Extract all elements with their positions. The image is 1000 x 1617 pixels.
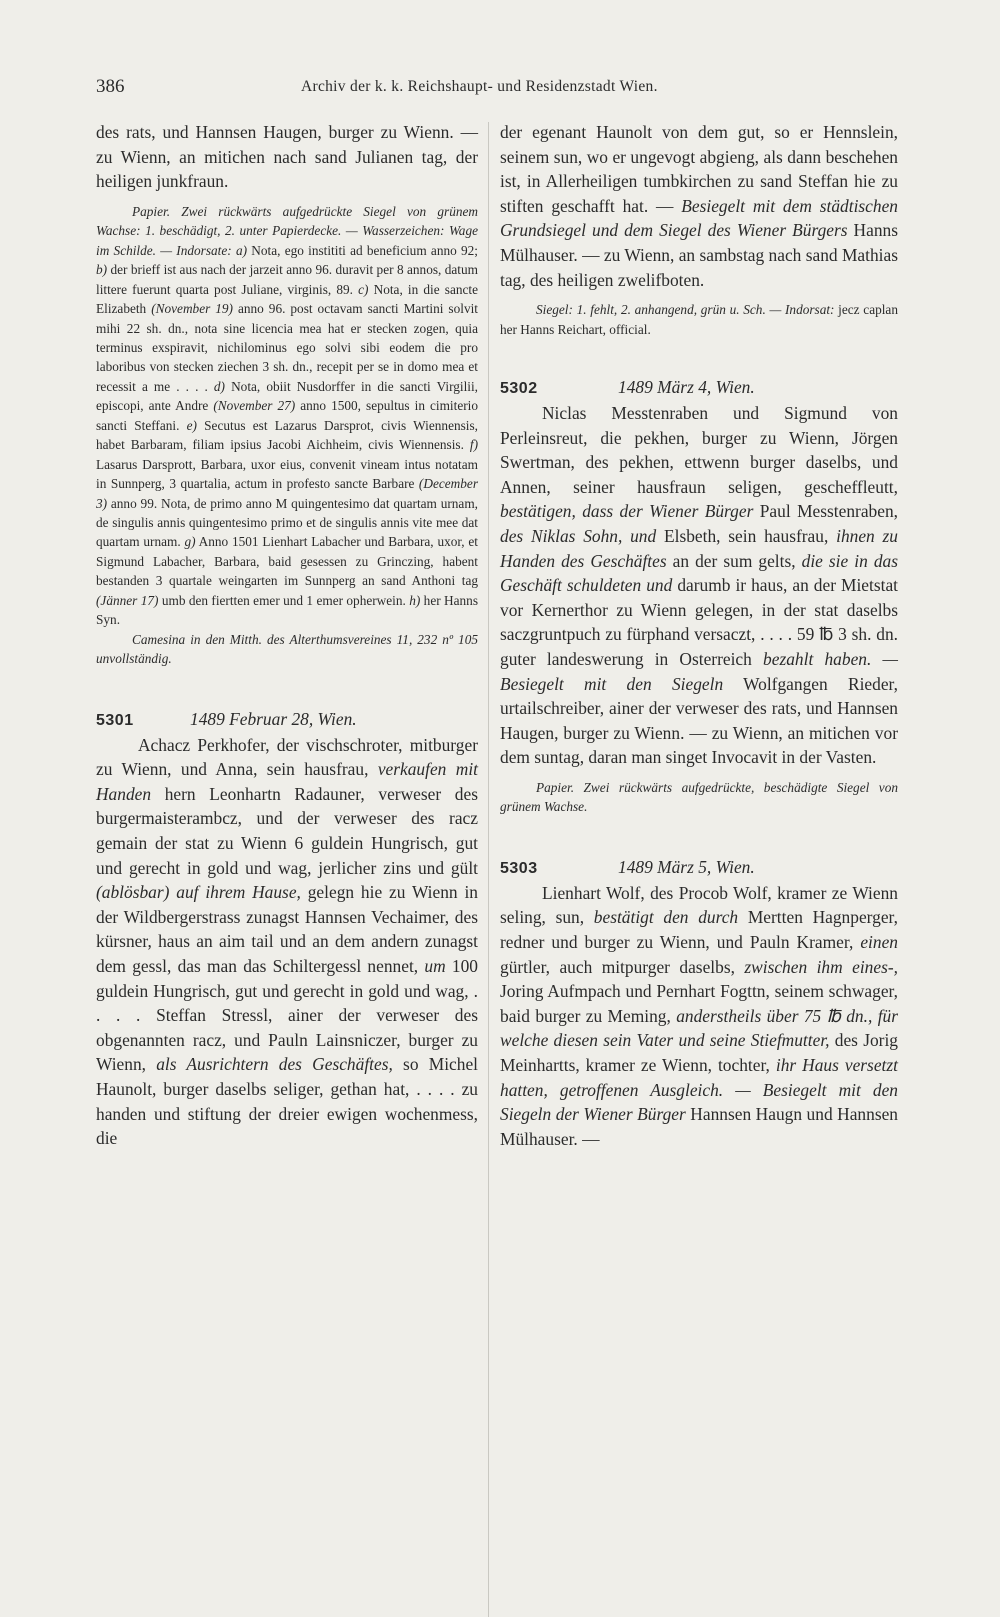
italic-text-segment: bestätigt den durch xyxy=(593,907,739,928)
italic-text-segment: zwischen ihm eines-, xyxy=(744,956,898,977)
italic-text-segment: bestätigen, dass der Wiener Bürger xyxy=(500,501,754,522)
page-number: 386 xyxy=(96,76,125,97)
entry-5301-date: 1489 Februar 28, Wien. xyxy=(190,708,357,729)
text-segment: Nota, obiit Nusdorffer in die sancti Virgilii, episcopi, ante Andre xyxy=(96,378,479,414)
text-segment: Hanns Mülhauser. — zu Wienn, an sambstag nach sand Mathias tag, des heiligen zwelifboten. xyxy=(500,220,898,290)
text-segment: jecz caplan her Hanns Reichart, official. xyxy=(500,302,898,337)
column-divider xyxy=(488,122,489,1617)
italic-text-segment: b) xyxy=(96,262,108,278)
continuation-text-left: des rats, und Hannsen Haugen, burger zu Wienn. — zu Wienn, an mitichen nach sand Julianen tag, der heiligen junkfraun. xyxy=(96,122,478,192)
text-segment: Paul Messtenraben, xyxy=(753,501,898,522)
italic-text-segment: des Niklas Sohn, und xyxy=(500,526,657,547)
italic-text-segment: (November 27) xyxy=(208,398,296,414)
entry-5302-note: Papier. Zwei rückwärts aufgedrückte, beschädigte Siegel von grünem Wachse. xyxy=(500,779,898,815)
italic-text-segment: a) xyxy=(231,242,248,258)
italic-text-segment: Besiegelt mit dem städtischen Grundsiegel und dem Siegel des Wiener Bürgers xyxy=(500,195,898,241)
text-segment: Mertten Hagnperger, redner und burger zu Wienn, und Pauln Kramer, xyxy=(500,907,899,953)
text-segment: anno 96. post octavam sancti Martini solvit mihi 22 sh. dn., nota sine licencia mea hat er stecken zogen, quia terminus exspiravit, nichilominus ego solvi sibi eodem die pro laboribus von stecken ziechen 3 sh. dn., recepit per se in domo mea et recessit a me . . . . xyxy=(96,301,478,394)
italic-text-segment: (December 3) xyxy=(96,476,478,511)
text-segment: her Hanns Syn. xyxy=(96,592,478,628)
left-column xyxy=(96,120,478,1151)
running-title: Archiv der k. k. Reichshaupt- und Residenzstadt Wien. xyxy=(301,78,658,95)
entry-5303-body xyxy=(500,881,898,1152)
italic-text-segment: bezahlt haben. — Besiegelt mit den Siegeln xyxy=(500,649,898,694)
italic-text-segment: ihnen zu Handen des Geschäftes xyxy=(500,526,898,571)
entry-5303-date: 1489 März 5, Wien. xyxy=(618,856,755,877)
entry-5303-number: 5303 xyxy=(500,859,538,877)
text-segment: Joring Aufmpach und Pernhart Fogttn, seinem schwager, baid burger zu Meming, xyxy=(500,981,898,1026)
text-segment: 100 guldein Hungrisch, gut und gerecht in gold und wag, . . . . Steffan Stressl, ainer der verweser des obgenannten racz, und Pauln Lainsniczer, burger zu Wienn, xyxy=(96,956,478,1075)
entry-5302-date: 1489 März 4, Wien. xyxy=(618,377,755,398)
italic-text-segment: um xyxy=(424,956,446,976)
text-segment: der egenant Haunolt von dem gut, so er Hennslein, seinem sun, wo er ungevogt abgieng, als dann beschehen ist, in Allerheiligen tumbkirchen zu sand Steffan hie zu stiften geschafft hat. — xyxy=(500,122,898,216)
entry-5301-number: 5301 xyxy=(96,711,134,729)
italic-text-segment: h) xyxy=(405,592,421,608)
text-segment: Secutus est Lazarus Darsprot, civis Wiennensis, habet Barbaram, filiam ipsius Jacobi Aichheim, civis Wiennensis. xyxy=(96,417,478,453)
italic-text-segment: f) xyxy=(463,437,478,453)
italic-text-segment: anderstheils über 75 ℔ dn., für welche diesen sein Vater und seine Stiefmutter, xyxy=(500,1005,898,1051)
text-segment: Lasarus Darsprott, Barbara, uxor eius, convenit vineam intus notatam in Sunnperg, 3 quartalia, actum in profesto sancte Barbare xyxy=(96,456,478,492)
italic-text-segment: ihr Haus versetzt hatten, getroffenen Ausgleich. — Besiegelt mit den Siegeln der Wiener Bürger xyxy=(500,1055,898,1125)
entry-5303-heading xyxy=(500,855,898,881)
text-segment: Niclas Messtenraben und Sigmund von Perleinsreut, die pekhen, burger zu Wienn, Jörgen Swertman, des pekhen, ettwenn burger daselbs, und Annen, seiner hausfraun seligen, gescheffleutt, xyxy=(500,403,898,497)
text-segment: gürtler, auch mitpurger daselbs, xyxy=(500,956,745,977)
text-segment: Wolfgangen Rieder, urtailschreiber, ainer der verweser des rats, und Hannsen Haugen, burger zu Wienn. — zu Wienn, an mitichen vor dem suntag, daran man singet Invocavit in der Vasten. xyxy=(500,673,898,768)
entry-5301-body xyxy=(96,733,478,1151)
text-segment: Nota, ego instititi ad beneficium anno 92; xyxy=(247,242,479,258)
text-segment: Anno 1501 Lienhart Labacher und Barbara, uxor, et Sigmund Labacher, Barbara, baid gesessen zu Grinczing, habent bestanden 3 quartale weingarten im Sunnperg an sand Anthoni tag xyxy=(96,534,479,589)
italic-text-segment: verkaufen mit Handen xyxy=(96,759,478,804)
continuation-text-right xyxy=(500,120,898,292)
text-segment: gelegn hie zu Wienn in der Wildbergerstrass zunagst Hannsen Vechaimer, des kürsner, haus an aim tail und an dem andern zunagst dem gessl, das man das Schiltergessl nennet, xyxy=(96,882,478,976)
text-segment: darumb ir haus, an der Mietstat vor Kernerthor zu Wienn gelegen, in der stat daselbs saczgruntpuch zu fürphand versaczt, . . . . 59 ℔ 3 sh. dn. guter landeswerung in Osterreich xyxy=(500,575,899,669)
note-camesina: Camesina in den Mitth. des Alterthumsvereines 11, 232 nº 105 unvollständig. xyxy=(96,631,478,667)
text-segment: Elsbeth, sein hausfrau, xyxy=(656,526,837,547)
text-segment: Hannsen Haugn und Hannsen Mülhauser. — xyxy=(500,1104,898,1149)
text-segment: Lienhart Wolf, des Procob Wolf, kramer ze Wienn seling, sun, xyxy=(500,882,898,928)
text-segment: umb den fiertten emer und 1 emer opherwein. xyxy=(158,592,406,608)
italic-text-segment: als Ausrichtern des Geschäftes, xyxy=(156,1054,393,1075)
italic-text-segment: Siegel: 1. fehlt, 2. anhangend, grün u. Sch. — Indorsat: xyxy=(536,302,835,318)
entry-5302-body xyxy=(500,401,898,770)
text-segment: Achacz Perkhofer, der vischschroter, mitburger zu Wienn, und Anna, sein hausfrau, xyxy=(96,734,478,780)
text-segment: so Michel Haunolt, burger daselbs seliger, gethan hat, . . . . zu handen und stiftung der dreier ewigen wochenmess, die xyxy=(96,1054,478,1149)
right-column xyxy=(500,120,898,1151)
text-segment: anno 99. Nota, de primo anno M quingentesimo dat quartam urnam, de singulis annis quingentesimo primo et de singulis annis vite mee dat quartam urnam. xyxy=(96,495,478,550)
italic-text-segment: (November 19) xyxy=(146,301,233,317)
italic-text-segment: e) xyxy=(179,417,197,433)
text-segment: hern Leonhartn Radauner, verweser des burgermaisterambcz, und der verweser des racz gemain der stat zu Wienn 6 guldein Hungrisch, gut und gerecht in gold und wag, jerlicher zins und gült xyxy=(96,783,478,878)
entry-5302-heading xyxy=(500,375,898,401)
entry-5301-heading xyxy=(96,707,478,733)
text-segment: der brieff ist aus nach der jarzeit anno 96. duravit per 8 annos, datum littere fuerunt quarta post Juliane, virginis, 89. xyxy=(96,262,478,297)
italic-text-segment: g) xyxy=(180,534,196,550)
text-segment: des Jorig Meinhartts, kramer ze Wienn, tochter, xyxy=(500,1030,898,1076)
italic-text-segment: die sie in das Geschäft schuldeten und xyxy=(500,550,898,596)
italic-text-segment: d) xyxy=(207,378,225,394)
italic-text-segment: (Jänner 17) xyxy=(96,592,159,608)
italic-text-segment: Papier. Zwei rückwärts aufgedrückte Siegel von grünem Wachse: 1. beschädigt, 2. unter Papierdecke. — Wasserzeichen: Wage im Schilde. — Indorsate: xyxy=(96,203,478,258)
text-segment: anno 1500, sepultus in cimiterio sancti Steffani. xyxy=(96,398,478,433)
text-segment: an der sum gelts, xyxy=(666,550,802,571)
page-header xyxy=(96,76,904,102)
italic-text-segment: (ablösbar) auf ihrem Hause, xyxy=(96,882,301,903)
note-5301 xyxy=(500,300,898,339)
entry-5302-number: 5302 xyxy=(500,380,538,398)
italic-text-segment: einen xyxy=(860,932,898,953)
note-5300 xyxy=(96,202,478,630)
text-segment: Nota, in die sancte Elizabeth xyxy=(96,281,478,317)
italic-text-segment: c) xyxy=(352,281,369,297)
